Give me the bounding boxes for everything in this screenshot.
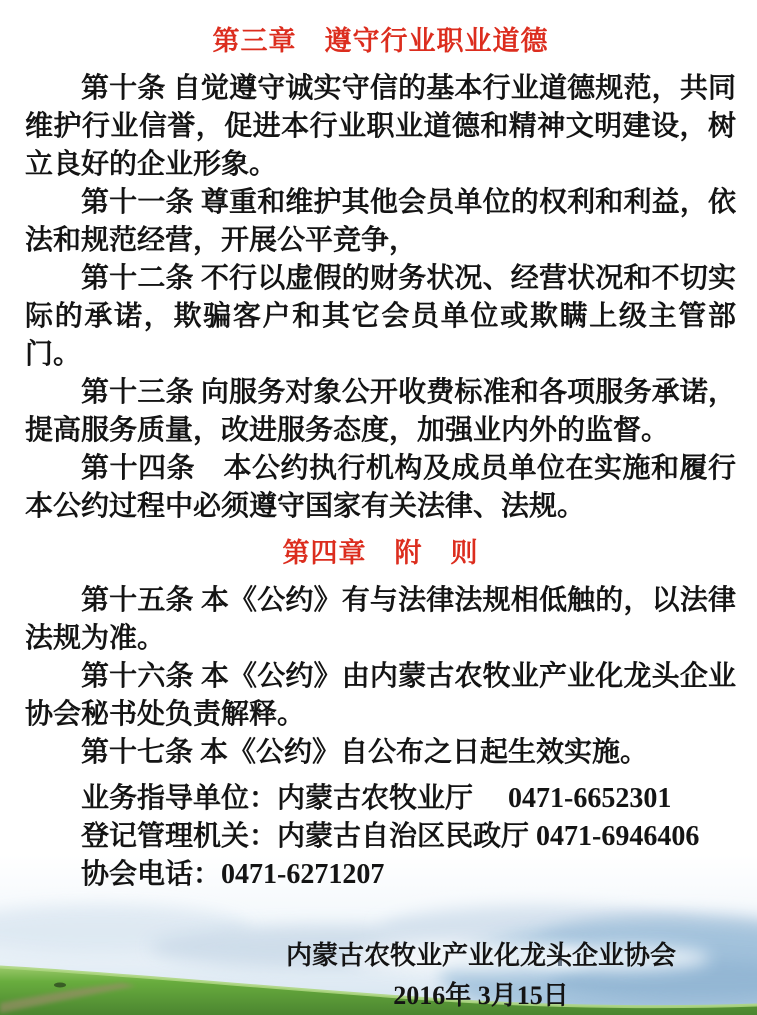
signature-block xyxy=(286,936,676,1015)
article-16: 第十六条 本《公约》由内蒙古农牧业产业化龙头企业协会秘书处负责解释。 xyxy=(25,661,736,730)
article-14: 第十四条 本公约执行机构及成员单位在实施和履行本公约过程中必须遵守国家有关法律、法规。 xyxy=(25,453,736,522)
signature-organization: 内蒙古农牧业产业化龙头企业协会 xyxy=(285,941,676,970)
article-17: 第十七条 本《公约》自公布之日起生效实施。 xyxy=(81,737,649,768)
article-15: 第十五条 本《公约》有与法律法规相低触的，以法律法规为准。 xyxy=(25,585,736,654)
contact-line-association-phone: 协会电话：0471-6271207 xyxy=(81,859,385,890)
chapter-3-heading: 第三章 遵守行业职业道德 xyxy=(212,26,549,56)
contact-line-guidance-unit: 业务指导单位：内蒙古农牧业厅 0471-6652301 xyxy=(81,783,672,814)
chapter-4-heading: 第四章 附 则 xyxy=(282,538,479,568)
signature-date: 2016年 3月15日 xyxy=(393,981,569,1010)
article-10: 第十条 自觉遵守诚实守信的基本行业道德规范，共同维护行业信誉，促进本行业职业道德和精神文明建设，树立良好的企业形象。 xyxy=(25,73,736,180)
article-13: 第十三条 向服务对象公开收费标准和各项服务承诺，提高服务质量，改进服务态度，加强业内外的监督。 xyxy=(25,377,736,446)
contact-line-registration-authority: 登记管理机关：内蒙古自治区民政厅 0471-6946406 xyxy=(81,821,700,852)
article-12: 第十二条 不行以虚假的财务状况、经营状况和不切实际的承诺，欺骗客户和其它会员单位或欺瞒上级主管部门。 xyxy=(25,263,736,370)
article-11: 第十一条 尊重和维护其他会员单位的权利和利益，依法和规范经营，开展公平竞争， xyxy=(25,187,736,256)
